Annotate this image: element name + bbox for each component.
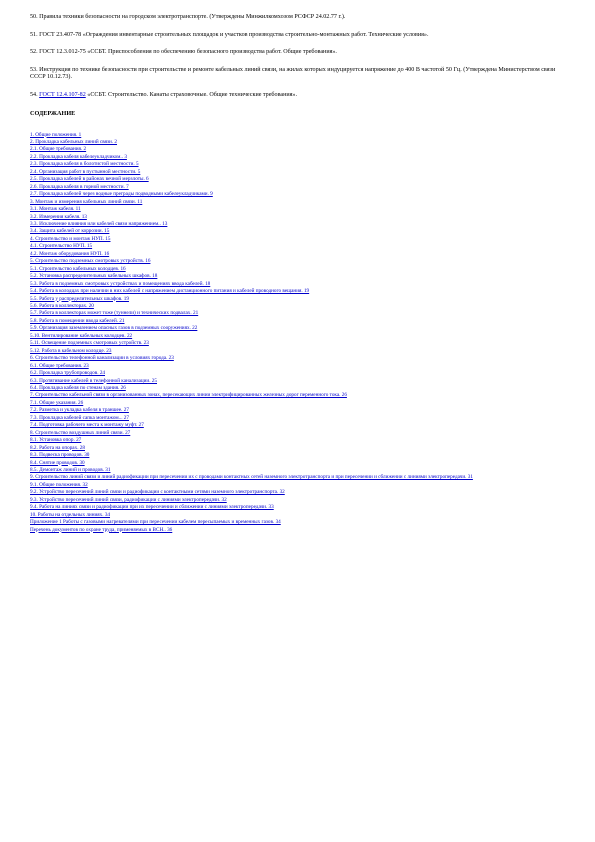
toc-item[interactable]: 3. Монтаж и измерения кабельных линий связи. 11 (30, 198, 143, 205)
toc-item[interactable]: 4.2. Монтаж оборудования НУП. 16 (30, 250, 110, 257)
toc-item[interactable]: 6.1. Общие требования. 23 (30, 362, 89, 369)
toc-item[interactable]: 2.4. Организация работ в пустынной местности. 5 (30, 168, 141, 175)
toc-item[interactable]: Перечень документов по охране труда, применяемых в ВСН.. 36 (30, 526, 173, 533)
toc-item[interactable]: 6.2. Прокладка трубопроводов. 24 (30, 370, 106, 377)
toc-item[interactable]: 5.2. Установка распределительных кабельных шкафов. 18 (30, 273, 158, 280)
toc-item[interactable]: 5.12. Работа в кабельном колодце. 23 (30, 347, 112, 354)
toc-item[interactable]: 8. Строительство воздушных линий связи. 27 (30, 429, 131, 436)
toc-item[interactable]: 5. Строительство подземных смотровых устройств. 16 (30, 258, 151, 265)
toc-item[interactable]: 6.4. Прокладка кабеля по стенам здания. 26 (30, 384, 126, 391)
toc-item[interactable]: 8.3. Подвеска проводов. 30 (30, 452, 90, 459)
toc-item[interactable]: 5.10. Вентилирование кабельных колодцев. 22 (30, 332, 133, 339)
toc-item[interactable]: 3.4. Защита кабелей от коррозии. 15 (30, 228, 110, 235)
toc-item[interactable]: 9.1. Общие положения. 32 (30, 481, 88, 488)
toc-item[interactable]: 5.9. Организация заземлением опасных газов в подземных сооружениях. 22 (30, 325, 198, 332)
toc-item[interactable]: 5.3. Работа в подземных смотровых устройствах и помещениях ввода кабелей. 18 (30, 280, 211, 287)
toc-item[interactable]: 4. Строительство и монтаж НУП. 15 (30, 235, 111, 242)
toc-item[interactable]: 5.5. Работа у распределительных шкафов. 19 (30, 295, 129, 302)
toc-item[interactable]: 1. Общие положения. 1 (30, 131, 82, 138)
toc-item[interactable]: 2.1. Общие требования. 2 (30, 146, 87, 153)
toc-item[interactable]: 3.1. Монтаж кабеля. 11 (30, 206, 81, 213)
toc-item[interactable]: 2.5. Прокладка кабелей в районах вечной мерзлоты. 6 (30, 176, 149, 183)
toc-item[interactable]: 5.7. Работа в коллекторах может тоже (туннели) и технических подвалах. 21 (30, 310, 199, 317)
toc-item[interactable]: 5.4. Работа в колодцах при наличии в них кабелей с напряжением дистанционного питания и кабелей проводного вещания. 19 (30, 288, 310, 295)
gost-link[interactable]: ГОСТ 12.4.107-82 (39, 91, 86, 98)
toc-item[interactable]: 5.1. Строительство кабельных колодцев. 16 (30, 265, 126, 272)
toc-item[interactable]: 7.3. Прокладка кабелей сапка монтажом... 27 (30, 414, 129, 421)
toc-item[interactable]: 7. Строительство кабельной связи в организованных зонах, пересекающих линии электрифицированных железных дорог переменного тока. 26 (30, 392, 347, 399)
reference-54-prefix: 54. (30, 91, 40, 98)
reference-53: 53. Инструкция по технике безопасности при строительстве и ремонте кабельных линий связи, на жилах которых индуцируется напряжение до 400 В частотой 50 Гц. (Утверждена Министерством связи СССР 10.12.73). (30, 66, 556, 81)
reference-51: 51. ГОСТ 23.407-78 «Ограждения инвентарные строительных площадок и участков производства строительно-монтажных работ. Технические условия». (30, 31, 429, 38)
toc-item[interactable]: 2.6. Прокладка кабеля в горной местности. 7 (30, 183, 129, 190)
toc-item[interactable]: 7.4. Подготовка рабочего места к монтажу муфт. 27 (30, 422, 144, 429)
toc-item[interactable]: 2. Прокладка кабельных линий связи. 2 (30, 139, 118, 146)
toc-item[interactable]: Приложение 1 Работы с газовыми нагревателями при пересечении кабелем пересыпаемых и временных газов. 34 (30, 519, 281, 526)
reference-52: 52. ГОСТ 12.3.012-75 «ССБТ. Приспособления по обеспечению безопасного производства работ. Общие требования». (30, 49, 337, 56)
toc-item[interactable]: 9.4. Работа на линиях связи и радиофикации при их пересечении и сближении с линиями электропередачи. 33 (30, 504, 274, 511)
toc-item[interactable]: 4.1. Строительство НУП. 15 (30, 243, 93, 250)
toc-title: СОДЕРЖАНИЕ (30, 109, 76, 117)
document-page (30, 14, 570, 534)
toc-item[interactable]: 5.6. Работа в коллекторах. 20 (30, 302, 94, 309)
toc-item[interactable]: 6.3. Протягивание кабелей в телефонной канализации. 25 (30, 377, 157, 384)
toc-item[interactable]: 9.3. Устройство пересечений линий связи, радиофикации с линиями электропередачи. 32 (30, 496, 227, 503)
toc-item[interactable]: 8.5. Демонтаж линий и проводов. 31 (30, 466, 111, 473)
toc-item[interactable]: 9.2. Устройство пересечений линий связи и радиофикации с контактными сетями наземного электротранспорта. 32 (30, 489, 285, 496)
toc-item[interactable]: 9. Строительство линий связи и линий радиофикации при пересечении их с проводами контактных сетей наземного электротранспорта и при пересечении и сближении с линиями электропередачи. 31 (30, 474, 473, 481)
toc-item[interactable]: 10. Работы на отдельных линиях. 34 (30, 511, 111, 518)
toc-item[interactable]: 2.3. Прокладка кабеля в болотистой местности. 5 (30, 161, 139, 168)
toc-item[interactable]: 2.7. Прокладка кабелей через водные преграды подводными кабелеукладчиками. 9 (30, 191, 213, 198)
toc-item[interactable]: 8.2. Работа на опорах. 28 (30, 444, 85, 451)
toc-item[interactable]: 5.11. Освещение подземных смотровых устройств. 23 (30, 340, 149, 347)
reference-54 (30, 92, 570, 100)
toc-item[interactable]: 7.2. Разметка и укладка кабеля в траншее. 27 (30, 407, 129, 414)
table-of-contents (30, 132, 570, 534)
toc-item[interactable]: 3.3. Исключение влияния или кабелей связи напряжением.. 13 (30, 221, 168, 227)
toc-item[interactable]: 8.1. Установка опор. 27 (30, 437, 82, 444)
reference-54-text: «ССБТ. Строительство. Канаты страховочные. Общие технические требования». (85, 91, 297, 98)
toc-item[interactable]: 7.1. Общие указания. 26 (30, 399, 84, 406)
toc-item[interactable]: 3.2. Измерения кабеля. 13 (30, 213, 87, 220)
reference-50: 50. Правила техники безопасности на городском электротранспорте. (Утверждены Минжилкомхозом РСФСР 24.02.77 г.). (30, 14, 346, 20)
toc-item[interactable]: 2.2. Прокладка кабеля кабелеукладчиком.. 3 (30, 153, 127, 160)
toc-item[interactable]: 6. Строительство телефонной канализации в условиях города. 23 (30, 355, 174, 362)
toc-item[interactable]: 5.8. Работа в помещении ввода кабелей. 21 (30, 317, 125, 324)
toc-item[interactable]: 8.4. Снятие проводов. 30 (30, 459, 85, 466)
